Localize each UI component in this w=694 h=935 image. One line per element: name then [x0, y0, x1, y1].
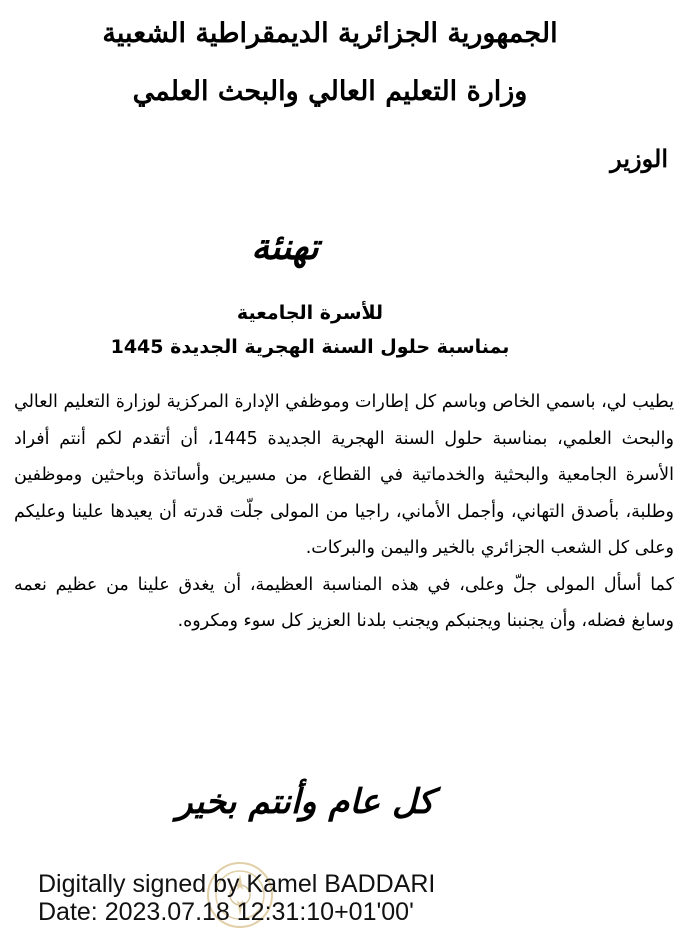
digital-signature-line: Digitally signed by Kamel BADDARI [38, 870, 436, 898]
message-paragraph-2: كما أسأل المولى جلّ وعلى، في هذه المناسبة العظيمة، أن يغدق علينا من عظيم نعمه وسابغ فضله، وأن يجنبنا ويجنبكم ويجنب بلدنا العزيز كل سوء ومكروه. [14, 574, 674, 631]
minister-label: الوزير [610, 144, 668, 173]
message-paragraph-1: يطيب لي، باسمي الخاص وباسم كل إطارات وموظفي الإدارة المركزية لوزارة التعليم العالي والبحث العلمي، بمناسبة حلول السنة الهجرية الجديدة 1445، أن أتقدم لكم أنتم أفراد الأسرة الجامعية والبحثية والخدماتية في القطاع، من مسيرين وأساتذة وباحثين وموظفين وطلبة، بأصدق التهاني، وأجمل الأماني، راجيا من المولى جلّت قدرته أن يعيدها علينا وعليكم وعلى كل الشعب الجزائري بالخير واليمن والبركات. [14, 392, 674, 558]
closing-calligraphy: كل عام وأنتم بخير [176, 782, 434, 822]
republic-title: الجمهورية الجزائرية الديمقراطية الشعبية [102, 18, 558, 49]
greeting-title-calligraphy: تهنئة [251, 226, 319, 268]
message-body [14, 384, 674, 640]
greeting-recipient: للأسرة الجامعية [236, 302, 384, 324]
greeting-occasion: بمناسبة حلول السنة الهجرية الجديدة 1445 [110, 336, 510, 358]
ministry-title: وزارة التعليم العالي والبحث العلمي [132, 76, 528, 107]
digital-signature-date: Date: 2023.07.18 12:31:10+01'00' [38, 898, 414, 926]
